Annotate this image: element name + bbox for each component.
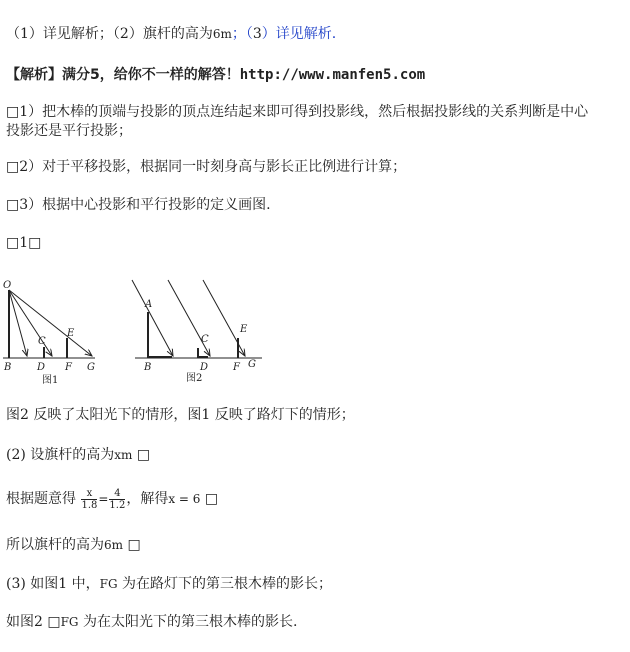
answer-separator: ；（ [231,26,253,42]
label-G-fig2: G [248,359,256,370]
part-3-text-2: 为在太阳光下的第三根木棒的影长. [78,614,298,630]
step-1-line-2: 投影还是平行投影； [6,123,132,139]
analysis-tag: 【解析】 [6,67,62,83]
part-3-text-1: 为在路灯下的第三根木棒的影长； [117,576,333,592]
label-D-fig2: D [200,362,209,373]
equation-end: □ [200,491,219,507]
part-2-setup [6,446,150,464]
label-A: A [145,299,153,310]
answer-text: （1）详见解析；（2）旗杆的高为 [6,26,213,42]
fraction-2-numerator: 4 [109,488,125,500]
height-text: 所以旗杆的高为 [6,537,104,553]
figure-2-caption: 图2 [186,373,203,384]
figure-2 [132,280,262,384]
label-E-fig2: E [240,324,248,335]
part-3-figure-2 [6,613,297,631]
fraction-1-denominator: 1.8 [81,499,98,511]
equation-result: x = 6 [168,492,201,506]
part-3-figure-1 [6,575,332,593]
answer-line [6,25,336,43]
part-2-text: (2) 设旗杆的高为 [6,447,115,463]
fraction-2-denominator: 1.2 [109,499,126,511]
projection-figure [0,276,280,386]
part-2-end: □ [132,447,151,463]
analysis-url: http://www.manfen5.com [239,67,426,83]
label-O: O [3,280,12,291]
label-D-fig1: D [37,362,46,373]
label-B-fig2: B [144,362,152,373]
part-3-intro: (3) 如图1 中， [6,576,100,592]
step-3: □3）根据中心投影和平行投影的定义画图. [6,197,271,213]
fraction-x-over-1-8 [81,488,97,511]
segment-FG-1: FG [99,577,118,591]
step-1-line-1: □1）把木棒的顶端与投影的顶点连结起来即可得到投影线，然后根据投影线的关系判断是中心 [6,104,589,120]
equation-intro: 根据题意得 [6,491,76,507]
fraction-1-numerator: x [81,488,97,500]
answer-height: 6m [212,27,232,41]
analysis-header [6,66,425,84]
figure-1-caption: 图1 [42,375,59,386]
answer-part3-number: 3 [252,26,262,42]
part-3-intro-2: 如图2 □ [6,614,61,630]
height-value: 6m [104,538,124,552]
conclusion-1: 图2 反映了太阳光下的情形，图1 反映了路灯下的情形； [6,407,355,423]
height-end: □ [123,537,141,553]
label-C-fig1: C [38,336,46,347]
part-2-unknown: xm [114,448,133,462]
segment-FG-2: FG [60,615,79,629]
label-F-fig1: F [65,362,72,373]
step-2: □2）对于平移投影，根据同一时刻身高与影长正比例进行计算； [6,159,407,175]
label-F-fig2: F [233,362,240,373]
figure-1 [3,280,95,386]
height-conclusion [6,536,141,554]
label-B-fig1: B [4,362,12,373]
equation-solve: ，解得 [126,491,169,507]
analysis-brand: 满分5，给你不一样的解答！ [62,67,240,83]
fraction-4-over-1-2 [109,488,125,511]
label-C-fig2: C [201,334,209,345]
answer-part3-text: ）详见解析. [261,26,337,42]
equals-sign: = [98,492,109,506]
label-E-fig1: E [67,328,75,339]
part-1-label: □1□ [6,235,42,251]
label-G-fig1: G [87,362,95,373]
equation-line [6,487,218,511]
